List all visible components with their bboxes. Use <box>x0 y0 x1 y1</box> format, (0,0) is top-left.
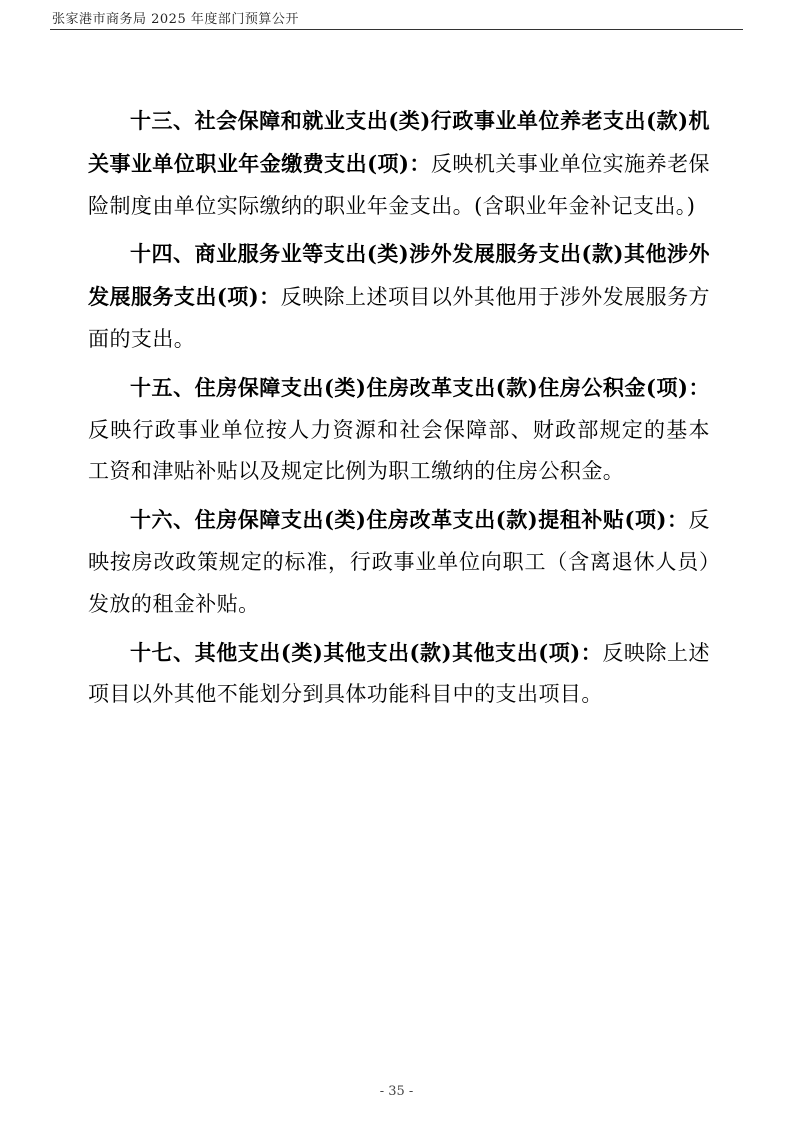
page-number: - 35 - <box>379 1084 414 1099</box>
header-divider <box>50 29 743 30</box>
paragraph-item-17 <box>88 632 710 717</box>
category-description: 反映行政事业单位按人力资源和社会保障部、财政部规定的基本工资和津贴补贴以及规定比例为职工缴纳的住房公积金。 <box>88 417 710 484</box>
category-term: 十四、商业服务业等支出(类)涉外发展服务支出(款)其他涉外发展服务支出(项)： <box>88 241 710 310</box>
category-description: 反映除上述项目以外其他用于涉外发展服务方面的支出。 <box>88 285 711 351</box>
category-term: 十三、社会保障和就业支出(类)行政事业单位养老支出(款)机关事业单位职业年金缴费支出(项)： <box>88 108 710 176</box>
running-header: 张家港市商务局 2025 年度部门预算公开 <box>52 12 299 27</box>
category-term: 十五、住房保障支出(类)住房改革支出(款)住房公积金(项)： <box>130 374 710 400</box>
category-description: 反映除上述项目以外其他不能划分到具体功能科目中的支出项目。 <box>88 640 710 707</box>
paragraph-item-15 <box>88 367 710 493</box>
category-description: 反映按房改政策规定的标准，行政事业单位向职工（含离退休人员）发放的租金补贴。 <box>88 508 710 616</box>
paragraph-item-16 <box>88 499 710 625</box>
paragraph-item-13 <box>88 100 710 227</box>
category-term: 十七、其他支出(类)其他支出(款)其他支出(项)： <box>130 639 603 665</box>
paragraph-item-14 <box>88 233 710 360</box>
category-description: 反映机关事业单位实施养老保险制度由单位实际缴纳的职业年金支出。(含职业年金补记支出。) <box>88 151 710 218</box>
category-term: 十六、住房保障支出(类)住房改革支出(款)提租补贴(项)： <box>130 507 689 533</box>
document-body <box>88 100 710 722</box>
